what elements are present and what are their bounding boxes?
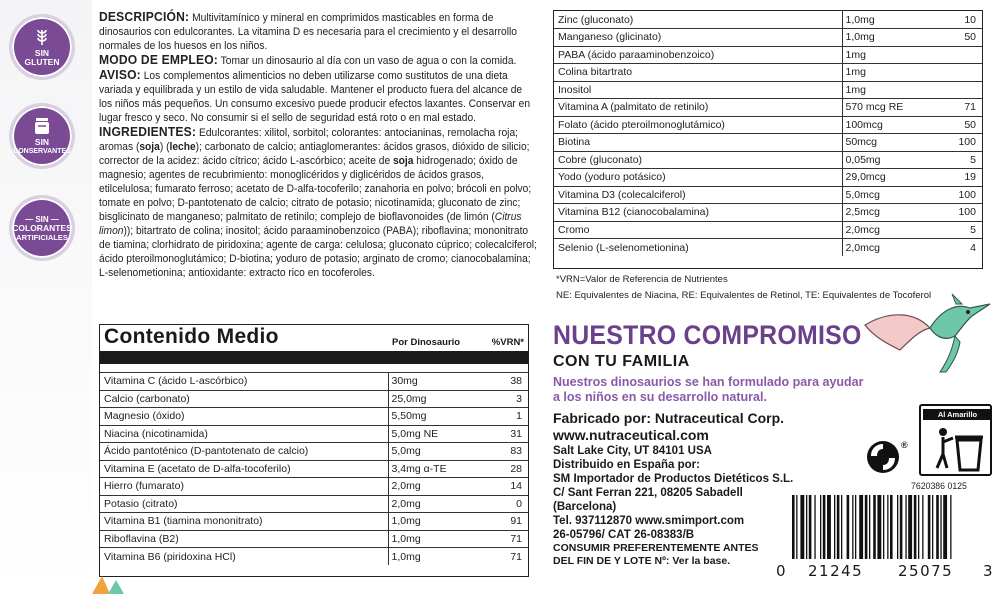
barcode-bar — [877, 495, 881, 559]
recycling-bin-icon — [931, 424, 985, 472]
promise-line: a los niños en su desarrollo natural. — [553, 390, 767, 404]
badge-line2: GLUTEN — [24, 57, 60, 67]
nutrient-amount: 1,0mg — [388, 513, 476, 531]
barcode-bar — [918, 495, 919, 559]
badge-line1: SIN — [34, 48, 50, 58]
nutrition-table-header — [100, 325, 528, 351]
nutrient-amount: 2,0mg — [388, 495, 476, 513]
left-strip — [0, 0, 92, 594]
equivalents-note: NE: Equivalentes de Niacina, RE: Equivalentes de Retinol, TE: Equivalentes de Tocoferol — [556, 290, 932, 301]
barcode-bar — [806, 495, 807, 559]
nutrient-vrn: 14 — [476, 478, 528, 496]
nutrient-name: Riboflavina (B2) — [100, 530, 388, 548]
badge-line2: CONSERVANTES — [13, 148, 71, 155]
nutrient-vrn: 100 — [930, 204, 982, 222]
green-dot-icon — [866, 440, 900, 474]
ingredients-heading: INGREDIENTES: — [99, 124, 197, 139]
barcode-bar — [847, 495, 850, 559]
yellow-bin-symbol — [919, 404, 992, 476]
promise-subtitle: CON TU FAMILIA — [553, 353, 690, 370]
table-row — [100, 513, 528, 531]
ingredients-text: ) ( — [159, 141, 170, 153]
nutrient-amount: 2,5mcg — [842, 204, 930, 222]
barcode-bar — [932, 495, 933, 559]
lot-code: 7620386 0125 — [911, 481, 967, 492]
nutrient-amount: 3,4mg α-TE — [388, 460, 476, 478]
table-row — [100, 530, 528, 548]
registered-mark: ® — [901, 440, 908, 450]
nutrient-vrn: 3 — [476, 390, 528, 408]
nutrient-amount: 29,0mcg — [842, 169, 930, 187]
nutrient-name: Vitamina A (palmitato de retinilo) — [554, 99, 842, 117]
nutrient-name: Selenio (L-selenometionina) — [558, 241, 689, 254]
nutrition-table-title: Contenido Medio — [104, 325, 279, 348]
table-row — [554, 116, 982, 134]
nutrient-vrn: 28 — [476, 460, 528, 478]
barcode-bar — [940, 495, 941, 559]
nutrient-name: Colina bitartrato — [554, 64, 842, 82]
nutrient-vrn: 1 — [476, 408, 528, 426]
nutrient-name: Yodo (yoduro potásico) — [554, 169, 842, 187]
allergen-leche: leche — [169, 141, 196, 153]
table-row — [100, 548, 528, 566]
nutrient-name: Manganeso (glicinato) — [554, 29, 842, 47]
nutrient-vrn: 19 — [930, 169, 982, 187]
nutrient-name: Vitamina B1 (tiamina mononitrato) — [100, 513, 388, 531]
nutrient-vrn — [930, 81, 982, 99]
no-preservatives-badge — [9, 103, 75, 169]
nutrition-table-right — [553, 10, 983, 269]
ingredients-text: ); carbonato de calcio; antiaglomerantes: ácidos grasos, dióxido de silicio; corrector de la acidez: ácido cítrico; ácido L-ascórbico; aceite de — [99, 141, 530, 167]
barcode-bar — [922, 495, 923, 559]
nutrient-name: Vitamina C (ácido L-ascórbico) — [100, 373, 388, 391]
nutrient-name: Vitamina E (acetato de D-alfa-tocoferilo) — [100, 460, 388, 478]
barcode-bar — [823, 495, 826, 559]
table-row — [554, 186, 982, 204]
table-row — [554, 134, 982, 152]
usage-text: Tomar un dinosaurio al día con un vaso de agua o con la comida. — [220, 55, 517, 67]
barcode-bar — [887, 495, 888, 559]
nutrient-vrn — [930, 46, 982, 64]
barcode-bar — [827, 495, 831, 559]
warning-paragraph — [99, 68, 538, 125]
manufacturer-website: www.nutraceutical.com — [553, 427, 709, 443]
promise-text — [553, 375, 864, 405]
nutrient-vrn: 50 — [930, 116, 982, 134]
nutrient-vrn: 4 — [970, 241, 976, 254]
distributor-city: (Barcelona) — [553, 501, 617, 513]
barcode-bar — [837, 495, 840, 559]
nutrient-name: Inositol — [554, 81, 842, 99]
barcode-bar — [792, 495, 795, 559]
barcode-bar — [859, 495, 863, 559]
nutrient-amount: 2,0mg — [388, 478, 476, 496]
colorful-shapes-decoration — [90, 572, 130, 594]
nutrient-amount: 1mg — [842, 81, 930, 99]
nutrient-name: Cromo — [554, 221, 842, 239]
description-paragraph — [99, 10, 538, 53]
description-block — [99, 10, 538, 280]
barcode-bar — [908, 495, 912, 559]
nutrient-amount: 5,0mg NE — [388, 425, 476, 443]
barcode-bar — [855, 495, 856, 559]
ingredients-text: )); bitartrato de colina; inositol; ácido paraaminobenzoico (PABA); riboflavina; mononitrato de tiamina; clorhidrato de piridoxina; agente de carga: celulosa; gluconato cúprico; colecalciferol; ácido pteroilmonoglutámico; D-biotina; yoduro de potasio; arginato de cromo; cianocobalamina; L-selenometionina; antioxidante: extracto rico en tocoferoles. — [99, 225, 537, 279]
nutrient-vrn: 38 — [476, 373, 528, 391]
badge-line1: — SIN — — [25, 214, 59, 224]
distributor-contact: Tel. 937112870 www.smimport.com — [553, 515, 745, 527]
nutrient-vrn: 100 — [930, 134, 982, 152]
nutrient-amount: 1mg — [842, 64, 930, 82]
table-row — [100, 390, 528, 408]
nutrient-name: PABA (ácido paraaminobenzoico) — [554, 46, 842, 64]
table-row — [554, 169, 982, 187]
barcode-digits-left: 21245 — [808, 562, 864, 580]
no-artificial-colors-badge — [9, 195, 75, 261]
allergen-soja: soja — [139, 141, 160, 153]
nutrient-name: Zinc (gluconato) — [554, 11, 842, 29]
barcode-bar — [809, 495, 812, 559]
barcode — [790, 495, 995, 559]
badge-line2: COLORANTES — [12, 222, 72, 233]
allergen-soja: soja — [392, 155, 414, 167]
nutrition-rows-right — [554, 11, 982, 256]
table-row — [100, 443, 528, 461]
nutrient-vrn: 50 — [930, 29, 982, 47]
barcode-bar — [869, 495, 870, 559]
barcode-bar — [820, 495, 821, 559]
barcode-bar — [950, 495, 951, 559]
barcode-bar — [883, 495, 884, 559]
registry-numbers: 26-05796/ CAT 26-08383/B — [553, 529, 695, 541]
barcode-bar — [865, 495, 868, 559]
nutrient-name: Hierro (fumarato) — [100, 478, 388, 496]
nutrient-vrn: 71 — [476, 530, 528, 548]
usage-paragraph — [99, 53, 538, 68]
nutrient-amount: 0,05mg — [842, 151, 930, 169]
table-row — [100, 495, 528, 513]
nutrient-amount: 25,0mg — [388, 390, 476, 408]
barcode-bar — [914, 495, 917, 559]
nutrient-amount: 5,50mg — [388, 408, 476, 426]
barcode-bar — [928, 495, 931, 559]
barcode-digit-first: 0 — [776, 562, 788, 580]
nutrient-name: Vitamina B6 (piridoxina HCl) — [104, 550, 236, 563]
barcode-bar — [905, 495, 906, 559]
nutrient-amount: 1,0mg — [388, 548, 476, 566]
table-row — [554, 239, 982, 257]
column-per-dino: Por Dinosaurio — [392, 337, 461, 348]
nutrient-vrn: 5 — [930, 221, 982, 239]
nutrient-amount: 100mcg — [842, 116, 930, 134]
citrus-latin-name: Citrus limon — [99, 211, 522, 237]
nutrient-vrn: 71 — [510, 550, 522, 563]
barcode-bar — [800, 495, 804, 559]
barcode-bar — [796, 495, 797, 559]
manufacturer-info — [553, 410, 823, 568]
nutrient-name: Ácido pantoténico (D-pantotenato de calcio) — [100, 443, 388, 461]
nutrient-amount: 1mg — [842, 46, 930, 64]
best-before-line2: DEL FIN DE Y LOTE Nº: Ver la base. — [553, 555, 731, 567]
nutrition-rows-left — [100, 372, 528, 565]
table-row — [100, 373, 528, 391]
nutrient-vrn: 91 — [476, 513, 528, 531]
barcode-bar — [814, 495, 815, 559]
barcode-bar — [897, 495, 898, 559]
ingredients-paragraph — [99, 125, 538, 280]
table-row — [554, 151, 982, 169]
nutrient-name: Niacina (nicotinamida) — [100, 425, 388, 443]
nutrient-amount: 2,0mcg — [842, 239, 930, 257]
table-row — [554, 204, 982, 222]
nutrient-vrn: 31 — [476, 425, 528, 443]
table-row — [554, 99, 982, 117]
table-row — [554, 64, 982, 82]
ingredients-text: hidrogenado; óxido de magnesio; agentes de recubrimiento: monoglicéridos y diglicéridos de ácidos grasos, etilcelulosa; fumarato ferroso; acetato de D-alfa-tocoferilo; zanahoria en polvo; brócoli en polvo; tomate en polvo; D-pantotenato de calcio; citrato de potasio; nicotinamida; gluconato de zinc; bisglicinato de manganeso; palmitato de retinilo; complejo de bioflavonoides (de limón ( — [99, 155, 532, 223]
distributor-address: C/ Sant Ferran 221, 08205 Sabadell — [553, 487, 743, 499]
barcode-bar — [852, 495, 853, 559]
nutrient-vrn: 100 — [930, 186, 982, 204]
nutrient-name: Vitamina D3 (colecalciferol) — [554, 186, 842, 204]
nutrient-amount: 50mcg — [842, 134, 930, 152]
manufacturer-address: Salt Lake City, UT 84101 USA — [553, 445, 712, 457]
table-row — [100, 408, 528, 426]
nutrient-name: Cobre (gluconato) — [554, 151, 842, 169]
ingredients-text: Edulcorantes: xilitol, sorbitol; colorantes: antocianinas, remolacha roja; aromas ( — [99, 127, 518, 153]
nutrient-amount: 5,0mg — [388, 443, 476, 461]
badge-line1: SIN — [34, 137, 50, 147]
table-row — [554, 29, 982, 47]
barcode-bar — [873, 495, 876, 559]
wheat-icon — [32, 27, 52, 47]
distributor-heading: Distribuido en España por: — [553, 459, 700, 471]
barcode-bar — [936, 495, 939, 559]
nutrient-amount: 1,0mg — [388, 530, 476, 548]
nutrient-amount: 1,0mg — [842, 29, 930, 47]
table-row — [554, 46, 982, 64]
table-row — [554, 81, 982, 99]
barcode-digits-right: 25075 — [898, 562, 954, 580]
nutrient-vrn: 0 — [476, 495, 528, 513]
nutrient-name: Potasio (citrato) — [100, 495, 388, 513]
distributor-name: SM Importador de Productos Dietéticos S.L. — [553, 473, 794, 485]
barcode-bar — [890, 495, 893, 559]
promise-line: Nuestros dinosaurios se han formulado para ayudar — [553, 375, 864, 389]
nutrient-amount: 5,0mcg — [842, 186, 930, 204]
barcode-bar — [841, 495, 842, 559]
nutrient-name: Vitamina B12 (cianocobalamina) — [554, 204, 842, 222]
barcode-digit-last: 3 — [983, 562, 995, 580]
nutrient-amount: 570 mcg RE — [842, 99, 930, 117]
column-vrn: %VRN* — [491, 337, 524, 348]
best-before-line1: CONSUMIR PREFERENTEMENTE ANTES — [553, 542, 759, 554]
nutrition-table-left — [99, 324, 529, 577]
description-heading: DESCRIPCIÓN: — [99, 9, 190, 24]
table-row — [100, 425, 528, 443]
badge-line3: ARTIFICIALES — [16, 232, 68, 242]
nutrient-vrn: 83 — [476, 443, 528, 461]
manufacturer-name: Fabricado por: Nutraceutical Corp. — [553, 410, 785, 426]
nutrient-name: Folato (ácido pteroilmonoglutámico) — [554, 116, 842, 134]
table-row — [554, 11, 982, 29]
gluten-free-badge — [9, 14, 75, 80]
nutrient-amount: 1,0mg — [842, 11, 930, 29]
table-row — [100, 478, 528, 496]
table-row — [554, 221, 982, 239]
nutrient-amount: 2,0mcg — [842, 221, 930, 239]
warning-text: Los complementos alimenticios no deben utilizarse como sustitutos de una dieta variada y equilibrada y un estilo de vida saludable. Mantener el producto fuera del alcance de los niños más pequeños. Un consumo excesivo puede producir efectos laxantes. Conservar en lugar fresco y seco. No consumir si el sello de seguridad está roto o en mal estado. — [99, 70, 531, 124]
nutrient-vrn: 5 — [930, 151, 982, 169]
header-bar — [100, 351, 528, 364]
jar-icon — [33, 116, 51, 136]
pterodactyl-illustration — [860, 290, 995, 385]
nutrient-name: Biotina — [554, 134, 842, 152]
promise-title: NUESTRO COMPROMISO — [553, 320, 862, 350]
table-row — [100, 460, 528, 478]
yellow-bin-label: Al Amarillo — [923, 409, 992, 420]
barcode-bar — [900, 495, 903, 559]
warning-heading: AVISO: — [99, 67, 141, 82]
barcode-bar — [943, 495, 947, 559]
nutrient-name: Magnesio (óxido) — [100, 408, 388, 426]
nutrient-amount: 30mg — [388, 373, 476, 391]
description-text: Multivitamínico y mineral en comprimidos masticables en forma de dinosaurios con edulcorantes. La vitamina D es necesaria para el crecimiento y el desarrollo normales de los huesos en los niños. — [99, 12, 517, 52]
nutrient-vrn — [930, 64, 982, 82]
nutrient-name: Calcio (carbonato) — [100, 390, 388, 408]
nutrient-vrn: 71 — [930, 99, 982, 117]
vrn-note: *VRN=Valor de Referencia de Nutrientes — [556, 274, 728, 285]
barcode-bar — [834, 495, 835, 559]
nutrient-vrn: 10 — [930, 11, 982, 29]
usage-heading: MODO DE EMPLEO: — [99, 52, 218, 67]
